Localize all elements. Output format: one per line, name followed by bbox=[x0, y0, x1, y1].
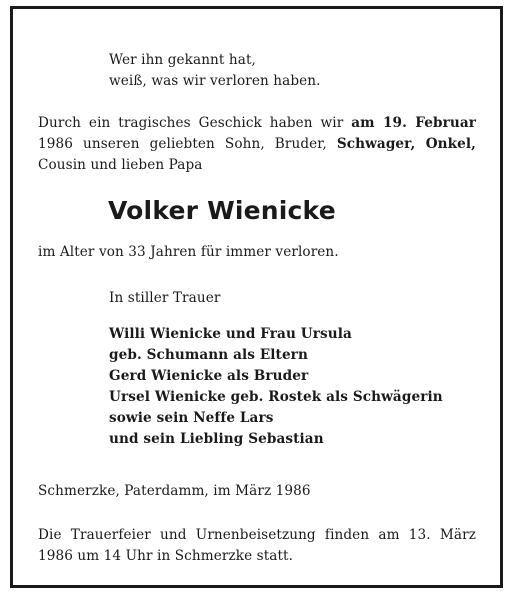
mourning-heading: In stiller Trauer bbox=[109, 290, 221, 306]
mourner-line: sowie sein Neffe Lars bbox=[109, 410, 274, 426]
mourner-line: Gerd Wienicke als Bruder bbox=[109, 368, 309, 384]
funeral-line-1: Die Trauerfeier und Urnenbeisetzung finden am 13. März bbox=[38, 527, 476, 543]
death-date: am 19. Februar bbox=[351, 115, 476, 131]
intro-line-1 bbox=[38, 115, 476, 131]
intro-text: Durch ein tragisches Geschick haben wir bbox=[38, 115, 344, 131]
notice-border bbox=[10, 6, 503, 588]
mourner-line: Willi Wienicke und Frau Ursula bbox=[109, 326, 352, 342]
relation-terms: Schwager, Onkel, bbox=[336, 136, 476, 152]
funeral-line-2: 1986 um 14 Uhr in Schmerzke statt. bbox=[38, 548, 294, 564]
place-date: Schmerzke, Paterdamm, im März 1986 bbox=[38, 483, 311, 499]
age-line: im Alter von 33 Jahren für immer verloren. bbox=[38, 244, 339, 260]
mourner-line: geb. Schumann als Eltern bbox=[109, 347, 308, 363]
motto-line-1: Wer ihn gekannt hat, bbox=[109, 52, 256, 68]
mourner-line: und sein Liebling Sebastian bbox=[109, 431, 324, 447]
intro-line-2 bbox=[38, 136, 476, 152]
intro-text: 1986 unseren geliebten Sohn, Bruder, bbox=[38, 136, 327, 152]
deceased-name: Volker Wienicke bbox=[108, 196, 336, 225]
motto-line-2: weiß, was wir verloren haben. bbox=[109, 73, 321, 89]
mourner-line: Ursel Wienicke geb. Rostek als Schwägerin bbox=[109, 389, 443, 405]
intro-line-3: Cousin und lieben Papa bbox=[38, 157, 203, 173]
